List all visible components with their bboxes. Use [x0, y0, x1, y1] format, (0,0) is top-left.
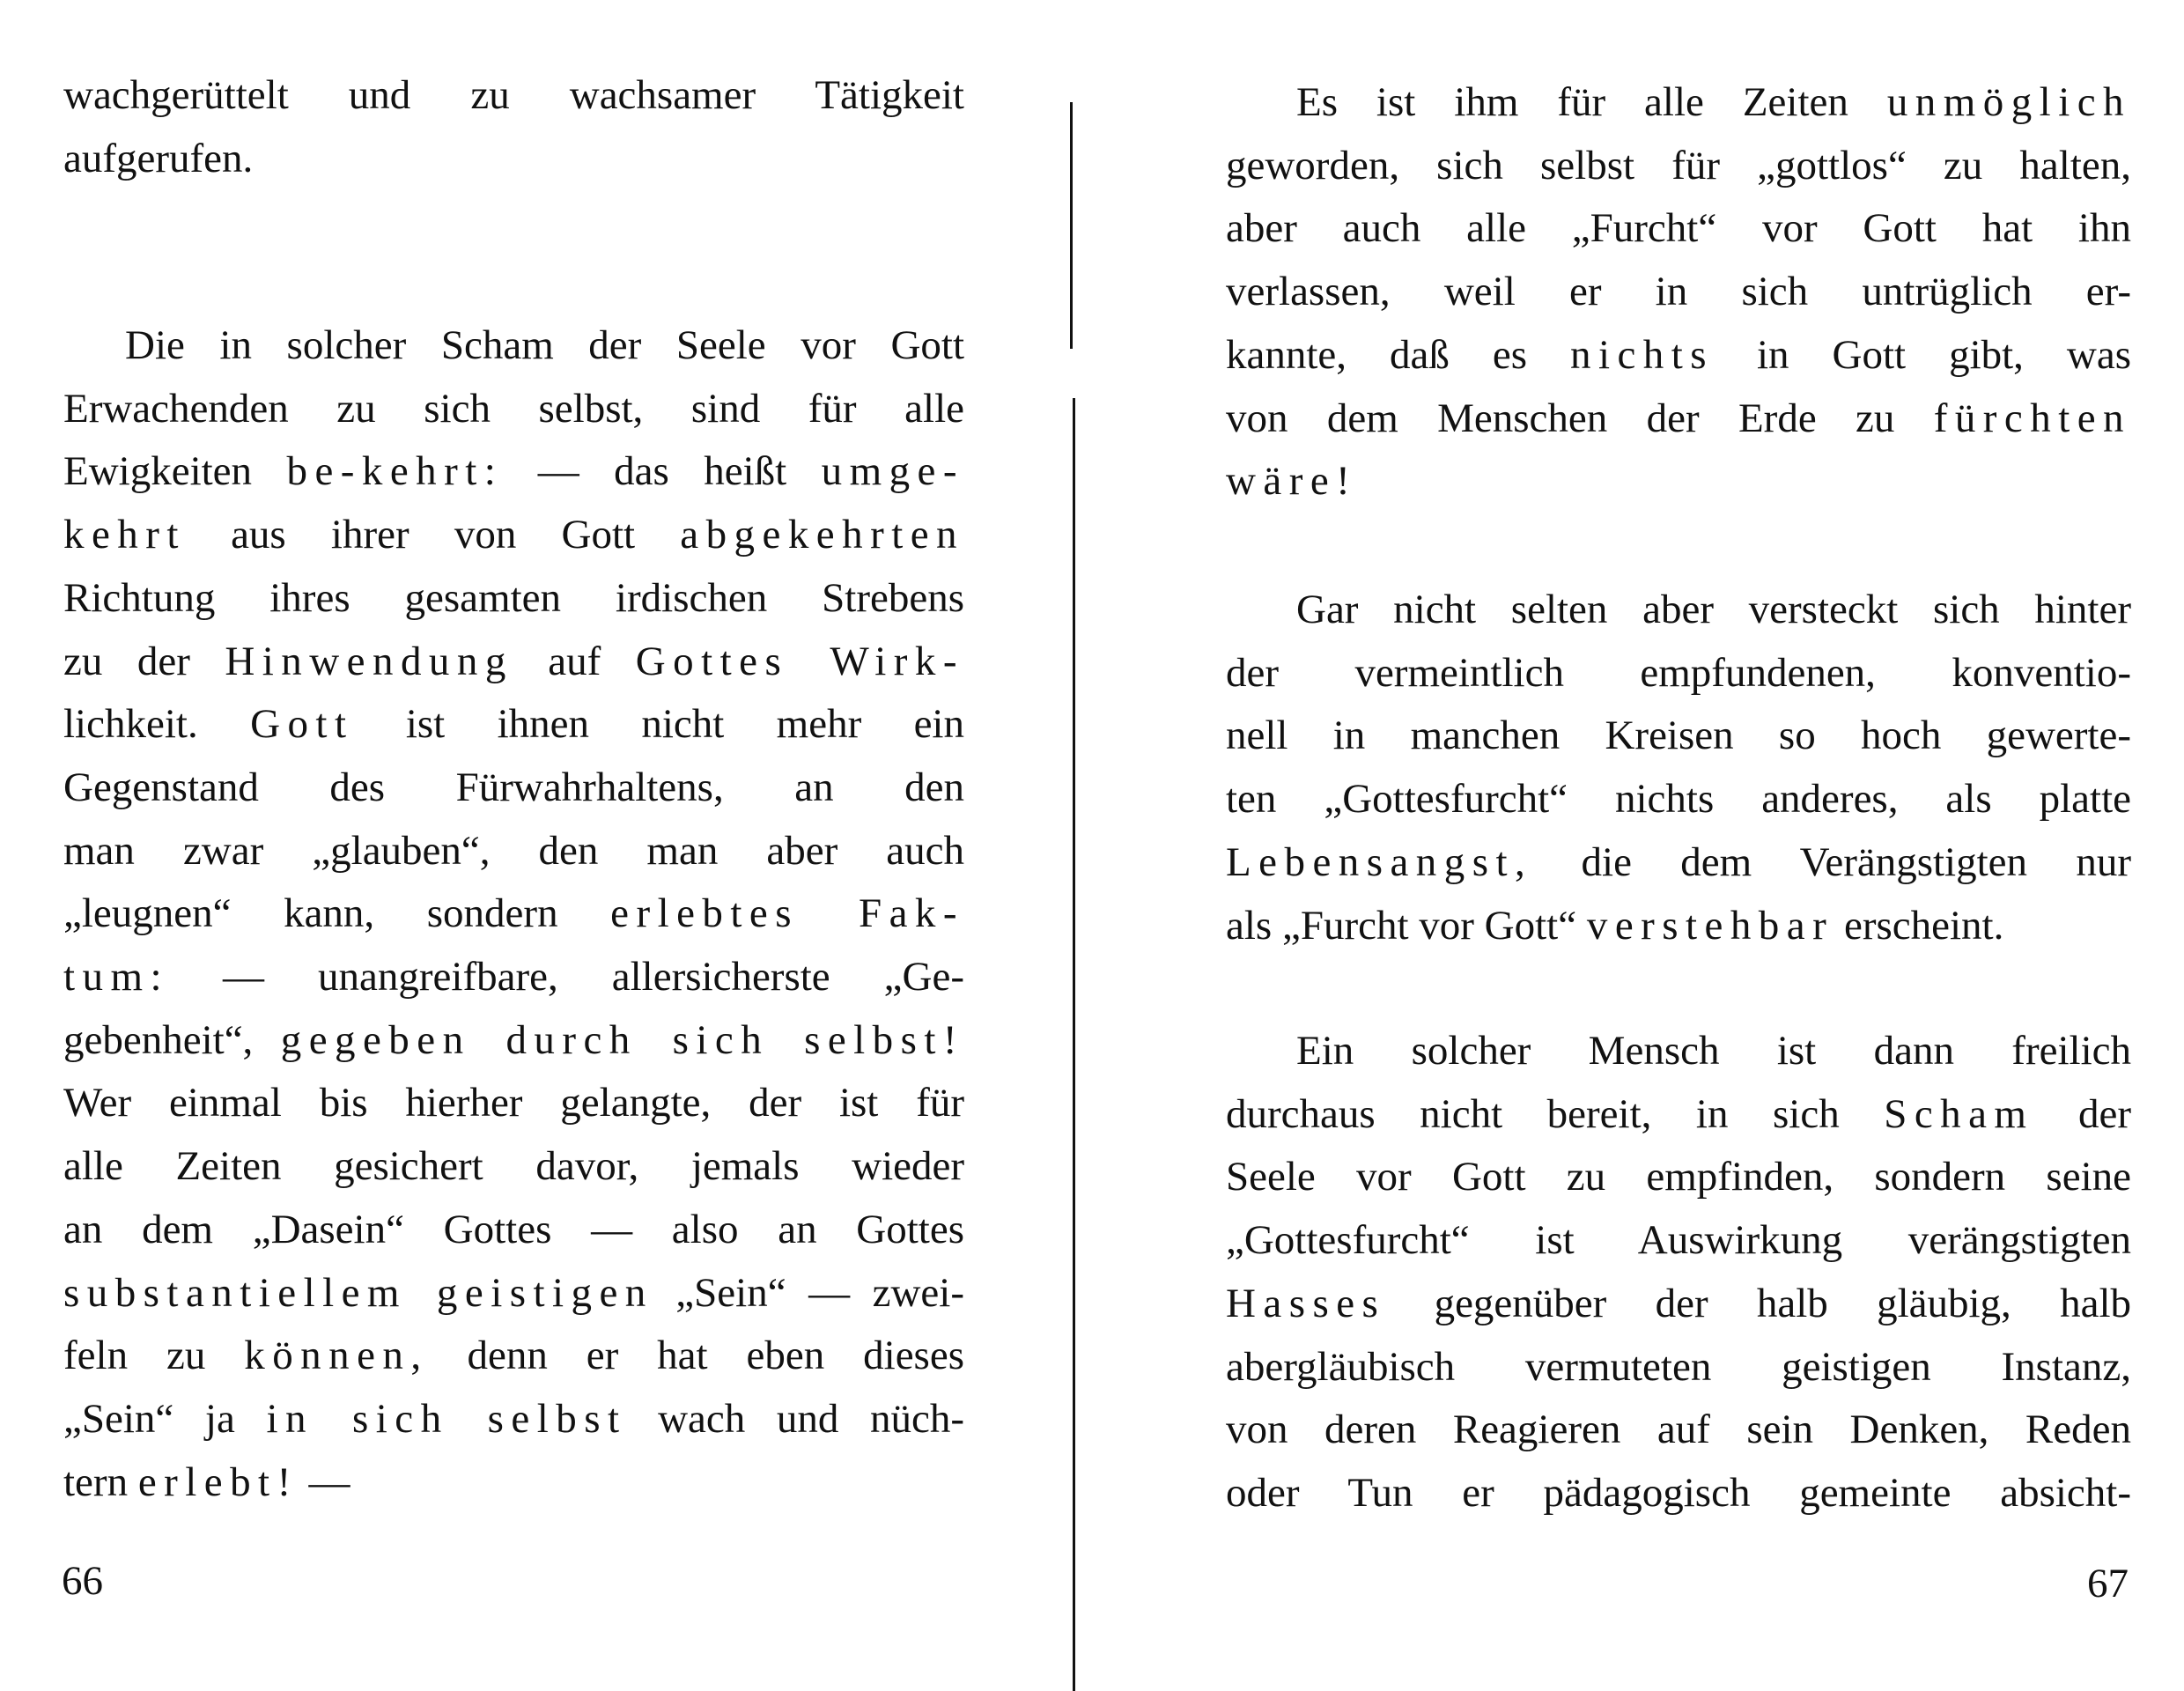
text-line [63, 887, 964, 940]
text-line [1226, 265, 2131, 318]
text-line [1226, 202, 2131, 255]
text-line [1226, 454, 2131, 507]
emphasized-text: fürchten [1933, 395, 2131, 441]
text-line [1226, 1150, 2131, 1203]
text-line [63, 1266, 964, 1319]
emphasized-text: tum: [63, 954, 170, 1000]
text-line [1226, 392, 2131, 445]
text-run: erscheint. [1834, 903, 2004, 949]
text-run: tern [63, 1459, 138, 1505]
text-run: kannte, daß es [1226, 332, 1570, 378]
text-run: zu der [63, 639, 225, 684]
text-line [63, 1140, 964, 1193]
text-run: „Gottesfurcht“ ist Auswirkung verängstigten [1226, 1217, 2131, 1263]
emphasized-text: Hasses [1226, 1281, 1386, 1326]
emphasized-text: Hinwendung [225, 639, 513, 684]
text-run: ist ihnen nicht mehr ein [353, 701, 964, 747]
text-line [1226, 1466, 2131, 1519]
text-run: an dem „Dasein“ Gottes — also an Gottes [63, 1207, 964, 1252]
text-run: — das heißt [503, 448, 822, 494]
text-line [63, 950, 964, 1003]
emphasized-text: abgekehrten [680, 512, 964, 558]
text-run: Wer einmal bis hierher gelangte, der ist für [63, 1080, 964, 1126]
text-run: — unangreifbare, allersicherste „Ge- [169, 954, 964, 1000]
text-line [1226, 836, 2131, 889]
text-run: feln zu [63, 1333, 245, 1378]
text-run: Seele vor Gott zu empfinden, sondern seine [1226, 1154, 2131, 1200]
text-run: aufgerufen. [63, 136, 254, 181]
emphasized-text: nichts [1569, 332, 1715, 378]
text-run: wach und nüch- [626, 1396, 965, 1442]
text-run: die dem Verängstigten nur [1532, 839, 2131, 885]
emphasized-text: be-kehrt: [286, 448, 504, 494]
book-gutter-line [1070, 102, 1073, 349]
text-line [1296, 1024, 2131, 1077]
text-line [63, 508, 964, 561]
emphasized-text: Gottes Wirk- [635, 639, 964, 684]
text-run: als „Furcht vor Gott“ [1226, 903, 1587, 949]
text-run: verlassen, weil er in sich untrüglich er- [1226, 269, 2131, 314]
text-line [63, 69, 964, 122]
text-line [1226, 1214, 2131, 1266]
text-run: Richtung ihres gesamten irdischen Strebens [63, 575, 964, 621]
text-line [1226, 1277, 2131, 1330]
text-run: auf [513, 639, 636, 684]
book-gutter-line [1073, 398, 1075, 1691]
text-line [63, 1076, 964, 1129]
text-run: Ewigkeiten [63, 448, 287, 494]
text-run: „Sein“ ja [63, 1396, 267, 1442]
text-run: Es ist ihm für alle Zeiten [1296, 79, 1887, 125]
text-line [1226, 709, 2131, 762]
emphasized-text: erlebt! [137, 1459, 299, 1505]
right-page [1083, 0, 2184, 1691]
text-run: „leugnen“ kann, sondern [63, 890, 611, 936]
text-run: Die in solcher Scham der Seele vor Gott [125, 322, 964, 368]
text-run: „Sein“ — zwei- [653, 1270, 964, 1316]
text-run: von dem Menschen der Erde zu [1226, 395, 1934, 441]
text-line [1296, 583, 2131, 636]
text-run: der vermeintlich empfundenen, konventio- [1226, 650, 2131, 696]
emphasized-text: umge- [821, 448, 964, 494]
text-run: wachgerüttelt und zu wachsamer Tätigkeit [63, 72, 964, 118]
emphasized-text: Scham [1884, 1091, 2034, 1137]
text-line [1296, 76, 2131, 129]
text-line [1226, 899, 2131, 952]
text-line [63, 445, 964, 498]
text-run: aber auch alle „Furcht“ vor Gott hat ihn [1226, 205, 2131, 251]
text-line [1226, 1340, 2131, 1393]
text-run: nell in manchen Kreisen so hoch gewerte- [1226, 713, 2131, 758]
text-run: Ein solcher Mensch ist dann freilich [1296, 1028, 2131, 1074]
text-line [63, 382, 964, 435]
text-line [1226, 329, 2131, 381]
text-run: Gar nicht selten aber versteckt sich hinter [1296, 587, 2131, 632]
text-line [1226, 1088, 2131, 1141]
text-line [63, 1392, 964, 1445]
emphasized-text: verstehbar [1586, 903, 1834, 949]
text-line [1226, 646, 2131, 699]
text-line [63, 1329, 964, 1382]
text-run: aus ihrer von Gott [185, 512, 681, 558]
text-line [1226, 1403, 2131, 1456]
text-run: oder Tun er pädagogisch gemeinte absicht- [1226, 1470, 2131, 1516]
text-run: alle Zeiten gesichert davor, jemals wieder [63, 1143, 964, 1189]
text-run: in Gott gibt, was [1714, 332, 2132, 378]
text-run: der [2033, 1091, 2131, 1137]
text-run: gegenüber der halb gläubig, halb [1385, 1281, 2131, 1326]
text-run: abergläubisch vermuteten geistigen Instanz, [1226, 1344, 2131, 1390]
text-run: Gegenstand des Fürwahrhaltens, an den [63, 764, 964, 810]
text-run: geworden, sich selbst für „gottlos“ zu halten, [1226, 143, 2131, 188]
emphasized-text: erlebtes Fak- [610, 890, 964, 936]
left-page [0, 0, 1057, 1691]
text-run: lichkeit. [63, 701, 251, 747]
emphasized-text: können, [244, 1333, 429, 1378]
text-run: gebenheit“, [63, 1017, 281, 1063]
text-run: — [298, 1459, 350, 1505]
text-line [63, 132, 964, 185]
emphasized-text: Lebensangst, [1226, 839, 1533, 885]
text-line [63, 1203, 964, 1256]
text-line [63, 635, 964, 688]
page-number-right: 67 [2087, 1561, 2129, 1606]
text-line [63, 1456, 964, 1509]
emphasized-text: in sich selbst [266, 1396, 627, 1442]
emphasized-text: unmöglich [1886, 79, 2131, 125]
emphasized-text: kehrt [63, 512, 186, 558]
text-line [63, 824, 964, 877]
text-run: denn er hat eben dieses [428, 1333, 964, 1378]
text-line [63, 698, 964, 750]
text-line [63, 761, 964, 814]
text-line [1226, 772, 2131, 825]
text-run: ten „Gottesfurcht“ nichts anderes, als platte [1226, 776, 2131, 822]
text-line [63, 1014, 964, 1067]
text-run: durchaus nicht bereit, in sich [1226, 1091, 1885, 1137]
emphasized-text: gegeben durch sich selbst! [280, 1017, 965, 1063]
text-line [63, 572, 964, 624]
text-run: Erwachenden zu sich selbst, sind für alle [63, 386, 964, 432]
emphasized-text: wäre! [1226, 458, 1358, 504]
text-run: von deren Reagieren auf sein Denken, Reden [1226, 1407, 2131, 1452]
text-line [1226, 139, 2131, 192]
emphasized-text: substantiellem geistigen [63, 1270, 653, 1316]
text-line [125, 319, 964, 372]
text-run: man zwar „glauben“, den man aber auch [63, 828, 964, 874]
page-number-left: 66 [62, 1558, 103, 1604]
emphasized-text: Gott [250, 701, 354, 747]
